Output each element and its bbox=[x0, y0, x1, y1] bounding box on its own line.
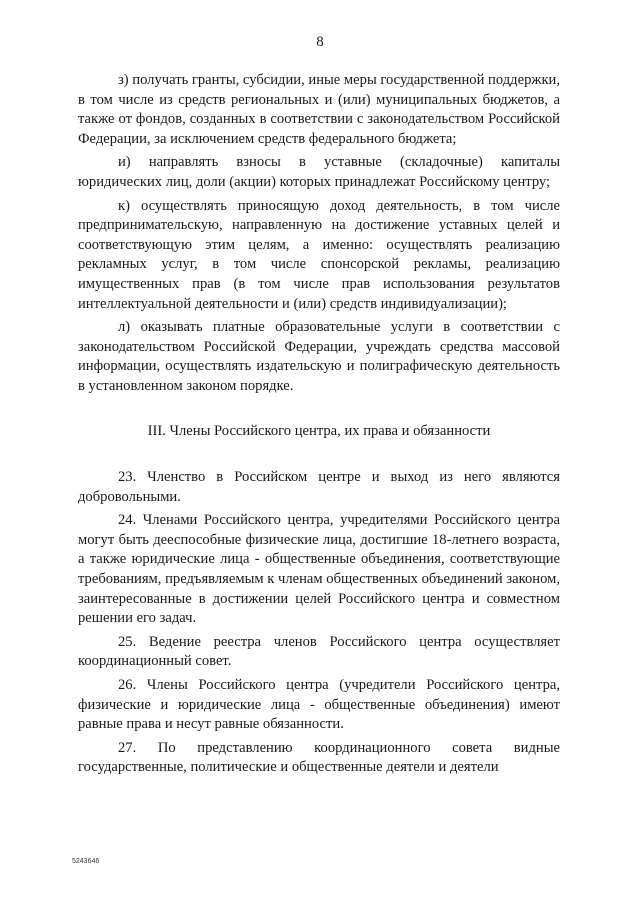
section-heading: III. Члены Российского центра, их права и обязанности bbox=[147, 422, 491, 439]
document-body bbox=[78, 71, 560, 782]
paragraph-item-l: л) оказывать платные образовательные услуги в соответствии с законодательством Российской Федерации, учреждать средства массовой информации, осуществлять издательскую и полиграфическую деятельность в установленном законом порядке. bbox=[78, 319, 560, 394]
page-number: 8 bbox=[316, 34, 324, 50]
paragraph-23: 23. Членство в Российском центре и выход из него являются добровольными. bbox=[78, 469, 560, 505]
paragraph-item-k: к) осуществлять приносящую доход деятельность, в том числе предпринимательскую, направленную на достижение уставных целей и соответствующую этим целям, а именно: осуществлять реализацию рекламных услуг, в том числе спонсорской рекламы, реализацию имущественных прав (в том числе прав использования результатов интеллектуальной деятельности и (или) средств индивидуализации); bbox=[78, 197, 560, 312]
paragraph-item-z: з) получать гранты, субсидии, иные меры государственной поддержки, в том числе из средств региональных и (или) муниципальных бюджетов, а также от фондов, созданных в соответствии с законодательством Российской Федерации, за исключением средств федерального бюджета; bbox=[78, 72, 560, 147]
paragraph-26: 26. Члены Российского центра (учредители Российского центра, физические и юридические лица - общественные объединения) имеют равные права и несут равные обязанности. bbox=[78, 677, 560, 733]
paragraph-24: 24. Членами Российского центра, учредителями Российского центра могут быть дееспособные физические лица, достигшие 18-летнего возраста, а также юридические лица - общественные объединения, соответствующие требованиям, предъявляемым к членам общественных объединений законом, заинтересованные в достижении целей Российского центра и совместном решении его задач. bbox=[78, 512, 560, 627]
paragraph-25: 25. Ведение реестра членов Российского центра осуществляет координационный совет. bbox=[78, 633, 560, 670]
document-code: 5243646 bbox=[72, 858, 100, 865]
paragraph-item-i: и) направлять взносы в уставные (складочные) капиталы юридических лиц, доли (акции) которых принадлежат Российскому центру; bbox=[78, 154, 560, 190]
paragraph-27: 27. По представлению координационного совета видные государственные, политические и общественные деятели и деятели bbox=[78, 739, 560, 776]
